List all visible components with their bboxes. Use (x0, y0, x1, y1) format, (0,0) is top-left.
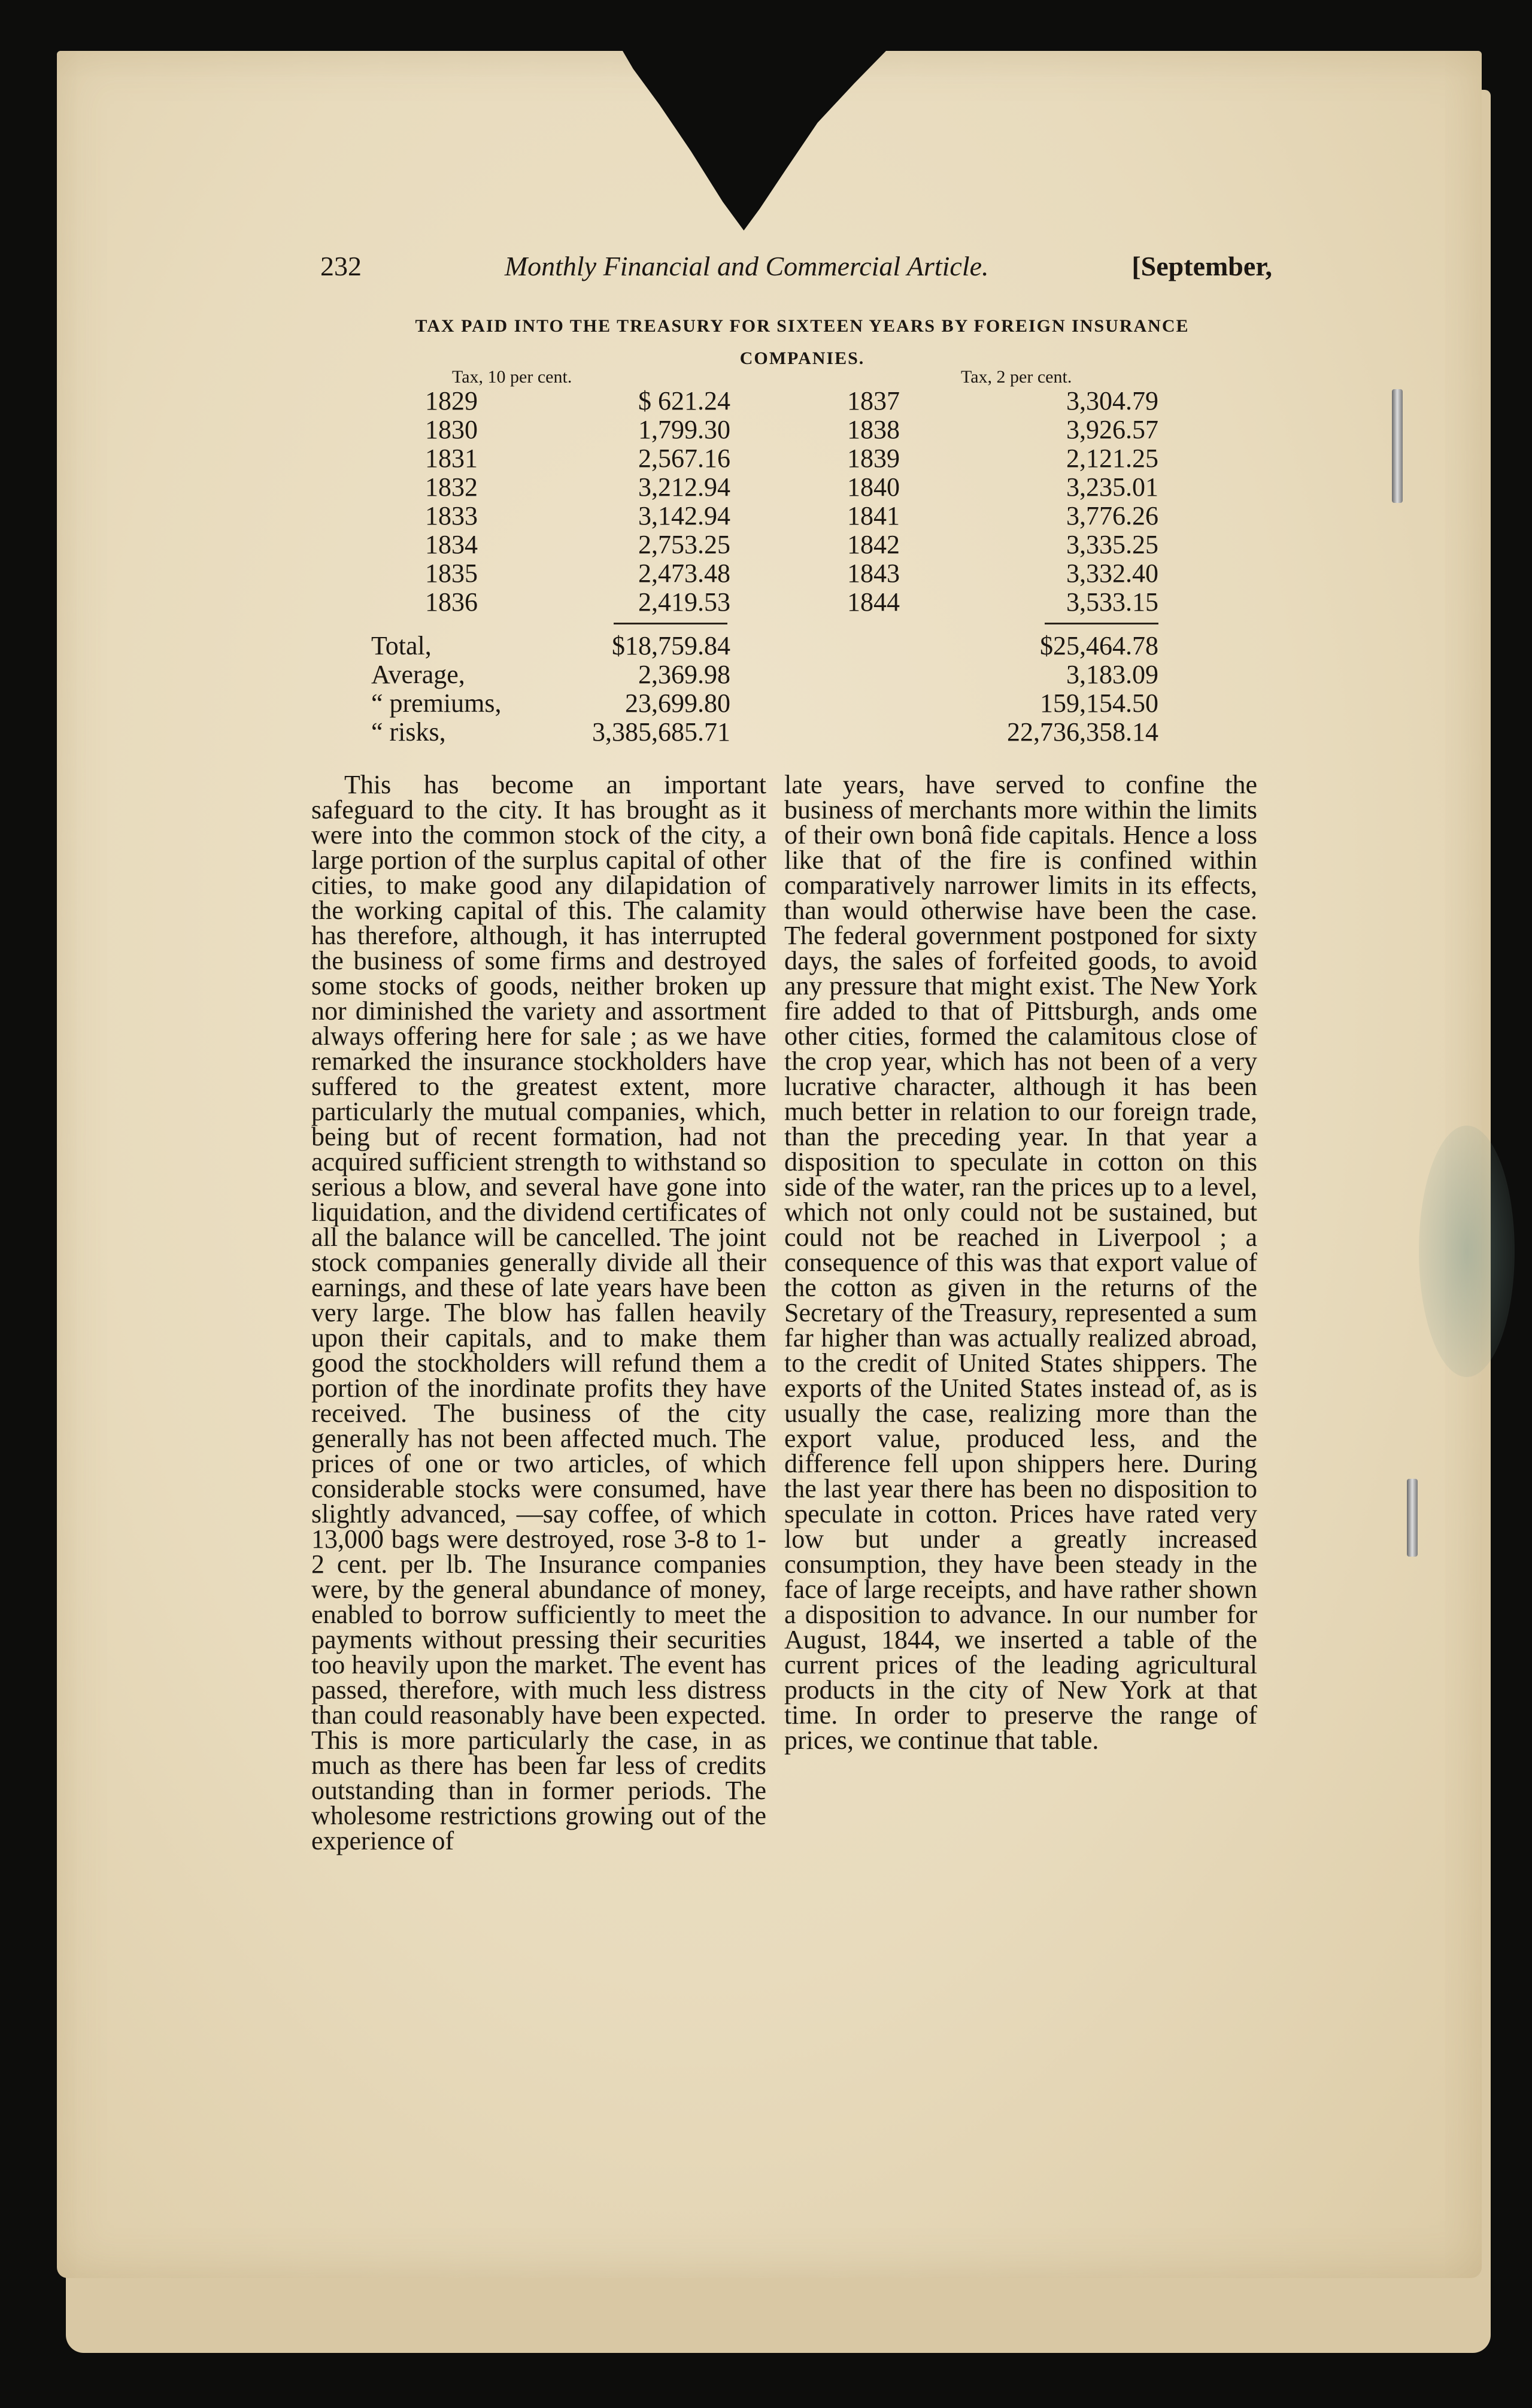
table-row (847, 559, 1158, 588)
total-label (847, 689, 880, 718)
sum-rule (614, 623, 727, 624)
table-row (371, 588, 730, 617)
total-value: 2,369.98 (638, 660, 730, 689)
total-value: 3,385,685.71 (592, 717, 730, 747)
total-value: $25,464.78 (1040, 631, 1158, 660)
table-row (847, 473, 1158, 502)
total-row (371, 660, 730, 689)
year-cell: 1833 (425, 501, 478, 530)
tax-table-left (371, 368, 730, 747)
year-cell: 1834 (425, 530, 478, 559)
table-heading-line: TAX PAID INTO THE TREASURY FOR SIXTEEN YEARS BY FOREIGN INSURANCE (415, 316, 1190, 336)
table-row (371, 387, 730, 416)
year-cell: 1840 (847, 472, 900, 502)
year-cell: 1836 (425, 587, 478, 617)
table-heading (317, 310, 1287, 375)
table-row (847, 502, 1158, 530)
running-title: Monthly Financial and Commercial Article. (504, 251, 989, 281)
table-row (847, 416, 1158, 444)
amount-cell: 2,753.25 (638, 530, 730, 559)
amount-cell: 2,419.53 (638, 587, 730, 617)
table-row (371, 502, 730, 530)
body-column-left: This has become an important safeguard to the city. It has brought as it were into the common stock of the city, a large portion of the surplus capital of other cities, to make good any dilapidation of the working capital of this. The calamity has therefore, although, it has interrupted the business of some firms and destroyed some stocks of goods, neither broken up nor diminished the variety and assortment always offering here for sale ; as we have remarked the insurance stockholders have suffered to the greatest extent, more particularly the mutual companies, which, being but of recent formation, had not acquired sufficient strength to withstand so serious a blow, and several have gone into liquidation, and the dividend certificates of all the balance will be cancelled. The joint stock companies generally divide all their earnings, and these of late years have been very large. The blow has fallen heavily upon their capitals, and to make them good the stockholders will refund them a portion of the inordinate profits they have received. The business of the city generally has not been affected much. The prices of one or two articles, of which considerable stocks were consumed, have slightly advanced, —say coffee, of which 13,000 bags were destroyed, rose 3-8 to 1-2 cent. per lb. The Insurance companies were, by the general abundance of money, enabled to borrow sufficiently to meet the payments without pressing their securities too heavily upon the market. The event has passed, therefore, with much less distress than could reasonably have been expected. This is more particularly the case, in as much as there has been far less of credits outstanding than in former periods. The wholesome restrictions growing out of the experience of (311, 770, 766, 1855)
total-label: “ premiums, (371, 689, 502, 718)
table-row (847, 530, 1158, 559)
total-row (371, 632, 730, 660)
amount-cell: 3,776.26 (1066, 501, 1158, 530)
table-row (847, 444, 1158, 473)
year-cell: 1837 (847, 386, 900, 416)
header-month: [September, (1131, 251, 1272, 281)
year-cell: 1841 (847, 501, 900, 530)
amount-cell: 1,799.30 (638, 415, 730, 444)
amount-cell: 3,304.79 (1066, 386, 1158, 416)
table-row (371, 416, 730, 444)
year-cell: 1844 (847, 587, 900, 617)
body-column-right: late years, have served to confine the business of merchants more within the limits of their own bonâ fide capitals. Hence a loss like that of the fire is confined within comparatively narrower limits in its effects, than would otherwise have been the case. The federal government postponed for sixty days, the sales of forfeited goods, to avoid any pressure that might exist. The New York fire added to that of Pittsburgh, ands ome other cities, formed the calamitous close of the crop year, which has not been of a very lucrative character, although it has been much better in relation to our foreign trade, than the preceding year. In that year a disposition to speculate in cotton on this side of the water, ran the prices up to a level, which not only could not be sustained, but could not be reached in Liverpool ; a consequence of this was that export value of the cotton as given in the returns of the Secretary of the Treasury, represented a sum far higher than was actually realized abroad, to the credit of United States shippers. The exports of the United States instead of, as is usually the case, realizing more than the export value, produced less, and the difference fell upon shippers here. During the last year there has been no disposition to speculate in cotton. Prices have rated very low but under a greatly increased consumption, they have been steady in the face of large receipts, and have rather shown a disposition to advance. In our number for August, 1844, we inserted a table of the current prices of the leading agricultural products in the city of New York at that time. In order to preserve the range of prices, we continue that table. (784, 770, 1257, 1755)
amount-cell: 3,142.94 (638, 501, 730, 530)
total-label: Average, (371, 660, 465, 689)
total-label (847, 718, 880, 747)
table-row (847, 387, 1158, 416)
total-value: 22,736,358.14 (1007, 717, 1158, 747)
table-row (371, 444, 730, 473)
total-value: 159,154.50 (1040, 689, 1158, 718)
amount-cell: 2,121.25 (1066, 444, 1158, 473)
total-row (847, 660, 1158, 689)
total-value: 23,699.80 (625, 689, 730, 718)
total-row (847, 718, 1158, 747)
year-cell: 1832 (425, 472, 478, 502)
year-cell: 1843 (847, 559, 900, 588)
amount-cell: 3,335.25 (1066, 530, 1158, 559)
total-label: “ risks, (371, 717, 446, 747)
total-row (371, 689, 730, 718)
total-label: Total, (371, 631, 432, 660)
amount-cell: 3,533.15 (1066, 587, 1158, 617)
table-heading-line: COMPANIES. (739, 348, 865, 368)
total-row (371, 718, 730, 747)
total-row (847, 689, 1158, 718)
amount-cell: 3,235.01 (1066, 472, 1158, 502)
year-cell: 1831 (425, 444, 478, 473)
amount-cell: 2,473.48 (638, 559, 730, 588)
amount-cell: $ 621.24 (638, 386, 730, 416)
year-cell: 1835 (425, 559, 478, 588)
year-cell: 1839 (847, 444, 900, 473)
table-row (847, 588, 1158, 617)
amount-cell: 3,332.40 (1066, 559, 1158, 588)
table-row (371, 559, 730, 588)
page-number: 232 (320, 251, 362, 281)
amount-cell: 3,926.57 (1066, 415, 1158, 444)
amount-cell: 2,567.16 (638, 444, 730, 473)
year-cell: 1830 (425, 415, 478, 444)
year-cell: 1838 (847, 415, 900, 444)
total-value: 3,183.09 (1066, 660, 1158, 689)
table-subhead: Tax, 2 per cent. (961, 367, 1072, 387)
table-subhead: Tax, 10 per cent. (452, 367, 572, 387)
amount-cell: 3,212.94 (638, 472, 730, 502)
total-value: $18,759.84 (612, 631, 730, 660)
table-row (371, 473, 730, 502)
sum-rule (1045, 623, 1158, 624)
year-cell: 1829 (425, 386, 478, 416)
year-cell: 1842 (847, 530, 900, 559)
table-row (371, 530, 730, 559)
total-row (847, 632, 1158, 660)
tax-table-right (847, 368, 1158, 747)
running-header (320, 250, 1272, 282)
